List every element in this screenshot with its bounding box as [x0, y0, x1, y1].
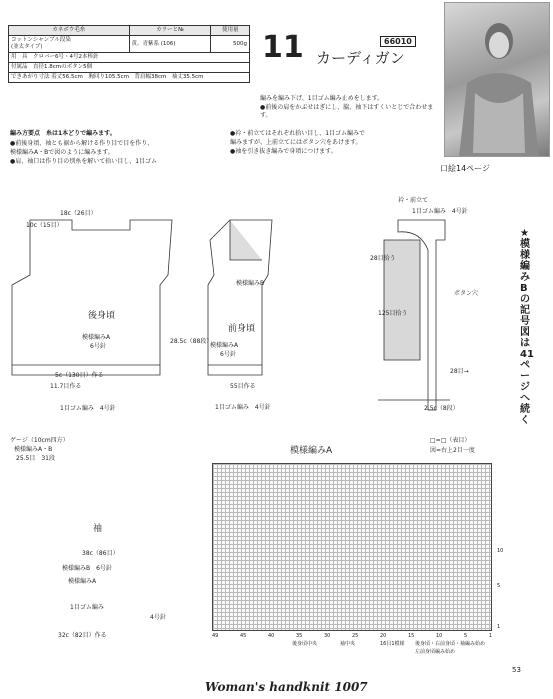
collar-pick-125: 125目拾う: [378, 310, 408, 317]
tools-value: クロバー6号・4号2本棒針: [33, 54, 99, 60]
sleeve-cast-on: 32c（82目）作る: [58, 632, 107, 639]
collar-label: 衿・前立て: [398, 197, 429, 204]
chart-label-center: 後身頃中央: [292, 641, 318, 647]
y-tick: 1: [497, 624, 501, 630]
chart-legend-1: □=□（表目）: [430, 437, 471, 444]
front-cast-on: 55目作る: [230, 383, 256, 390]
back-body-outline: [12, 220, 172, 375]
front-height: 28.5c（88段）: [170, 338, 213, 345]
instruction-col2-3: ●袖を引き抜き編みで身頃につけます。: [230, 148, 337, 155]
instruction-heading: 編み方要点 糸は1本どりで編みます。: [10, 130, 116, 137]
gauge-value: 25.5目 31段: [16, 455, 55, 462]
sleeve-label: 袖: [93, 524, 103, 534]
garment-schematics: [0, 180, 520, 460]
sleeve-needle: 4号針: [150, 614, 166, 621]
instruction-col1-2: 模様編みA・Bで図のように編みます。: [10, 149, 114, 156]
front-label: 前身頃: [228, 324, 256, 334]
back-shoulder: 10c（15目）: [26, 222, 63, 229]
buttonhole-label: ボタン穴: [454, 290, 479, 297]
instruction-col1-3: ●肩、袖口は作り目の別糸を解いて拾い目し、1目ゴム: [10, 158, 158, 165]
sleeve-pattern-a: 模様編みA: [68, 578, 97, 585]
x-tick: 30: [324, 633, 331, 639]
instruction-top-1: 編みを編み下げ、1目ゴム編み止めをします。: [260, 95, 384, 102]
yarn-name: コットンシャンブル段染: [11, 37, 71, 43]
front-band: 1目ゴム編み 4号針: [215, 404, 271, 411]
chart-label-repeat: 16目1模様: [380, 641, 405, 647]
back-width: 11.7目作る: [50, 383, 82, 390]
x-tick: 20: [380, 633, 387, 639]
size-value: 着丈56.5cm 胸回り105.5cm 背肩幅38cm 袖丈35.5cm: [51, 74, 204, 80]
model-photo-figure: [445, 3, 550, 157]
size-label: できあがり寸法: [11, 74, 50, 80]
front-pattern-a: 模様編みA: [210, 342, 239, 349]
y-tick: 10: [497, 548, 504, 554]
page-reference: 口絵14ページ: [440, 164, 491, 173]
yarn-color-number: (106): [160, 40, 176, 47]
knitting-chart-grid: [212, 463, 492, 631]
x-tick: 1: [488, 633, 492, 639]
amount-column-header: 使用量: [221, 27, 239, 33]
band-bottom-stitches: 28目→: [450, 368, 469, 375]
instruction-col2-2: 編みますが、上前立てにはボタン穴をあけます。: [230, 139, 362, 146]
chart-label-end: 左前身頃編み始め: [415, 649, 456, 655]
sleeve-width: 38c（86目）: [82, 550, 119, 557]
notions-value: 直径1.8cmのボタン5個: [33, 64, 93, 70]
chart-x-ticks: [212, 633, 492, 639]
back-label: 後身頃: [88, 311, 116, 321]
continuation-note: ★模様編みBの記号図は41ページへ続く: [520, 228, 534, 426]
yarn-maker: カネボウ毛糸: [52, 27, 86, 33]
chart-label-sleeve-center: 袖中央: [340, 641, 356, 647]
yarn-type: (並太タイプ): [11, 44, 43, 50]
pattern-title: カーディガン: [316, 49, 405, 67]
x-tick: 15: [408, 633, 415, 639]
sleeve-band: 1目ゴム編み: [70, 604, 104, 611]
x-tick: 25: [352, 633, 359, 639]
yarn-spec-table: [8, 25, 250, 83]
back-band: 1目ゴム編み 4号針: [60, 405, 116, 412]
chart-label-start: 後身頃・右前身頃・袖編み始め: [415, 641, 486, 647]
yarn-color: 黄、青紫系: [131, 40, 160, 47]
chart-title: 模様編みA: [290, 446, 333, 456]
front-pattern-b: 模様編みB: [236, 280, 265, 287]
yarn-amount: 500g: [233, 40, 247, 47]
x-tick: 35: [296, 633, 303, 639]
back-needle: 6号針: [90, 343, 106, 350]
pattern-number: 11: [262, 30, 304, 65]
collar-pick-28: 28目拾う: [370, 255, 396, 262]
notions-label: 付属品: [11, 64, 28, 70]
sleeve-pattern-b: 模様編みB 6号針: [62, 565, 112, 572]
back-cast-on: 5c（130目）作る: [55, 372, 104, 379]
magazine-name: Woman's handknit 1007: [205, 680, 368, 694]
chart-legend-2: 図=右上2目一度: [430, 447, 475, 454]
x-tick: 49: [212, 633, 219, 639]
y-tick: 5: [497, 583, 501, 589]
x-tick: 5: [464, 633, 468, 639]
page-number: 53: [512, 666, 521, 674]
pattern-code: 66010: [380, 36, 416, 47]
front-needle: 6号針: [220, 351, 236, 358]
instruction-col1-1: ●前後身頃、袖とも裾から解ける作り目で目を作り、: [10, 140, 154, 147]
x-tick: 10: [436, 633, 443, 639]
gauge-pattern: 模様編みA・B: [14, 446, 53, 453]
gauge-title: ゲージ（10cm四方）: [10, 437, 69, 444]
band-bottom-rows: 2.5c（8段）: [424, 405, 459, 412]
collar-band: 1目ゴム編み 4号針: [412, 208, 468, 215]
color-column-header: カラーと№: [156, 27, 184, 33]
tools-label: 用 具: [11, 54, 28, 60]
instruction-top-2: ●前後の肩をかぶせはぎにし、脇、袖下はすくいとじで合わせます。: [260, 104, 434, 119]
back-pattern: 模様編みA: [82, 334, 111, 341]
x-tick: 45: [240, 633, 247, 639]
instruction-col2-1: ●衿・前立てはそれぞれ拾い目し、1目ゴム編みで: [230, 130, 366, 137]
back-top-width: 18c（26目）: [60, 210, 97, 217]
x-tick: 40: [268, 633, 275, 639]
model-photo: [444, 2, 550, 157]
